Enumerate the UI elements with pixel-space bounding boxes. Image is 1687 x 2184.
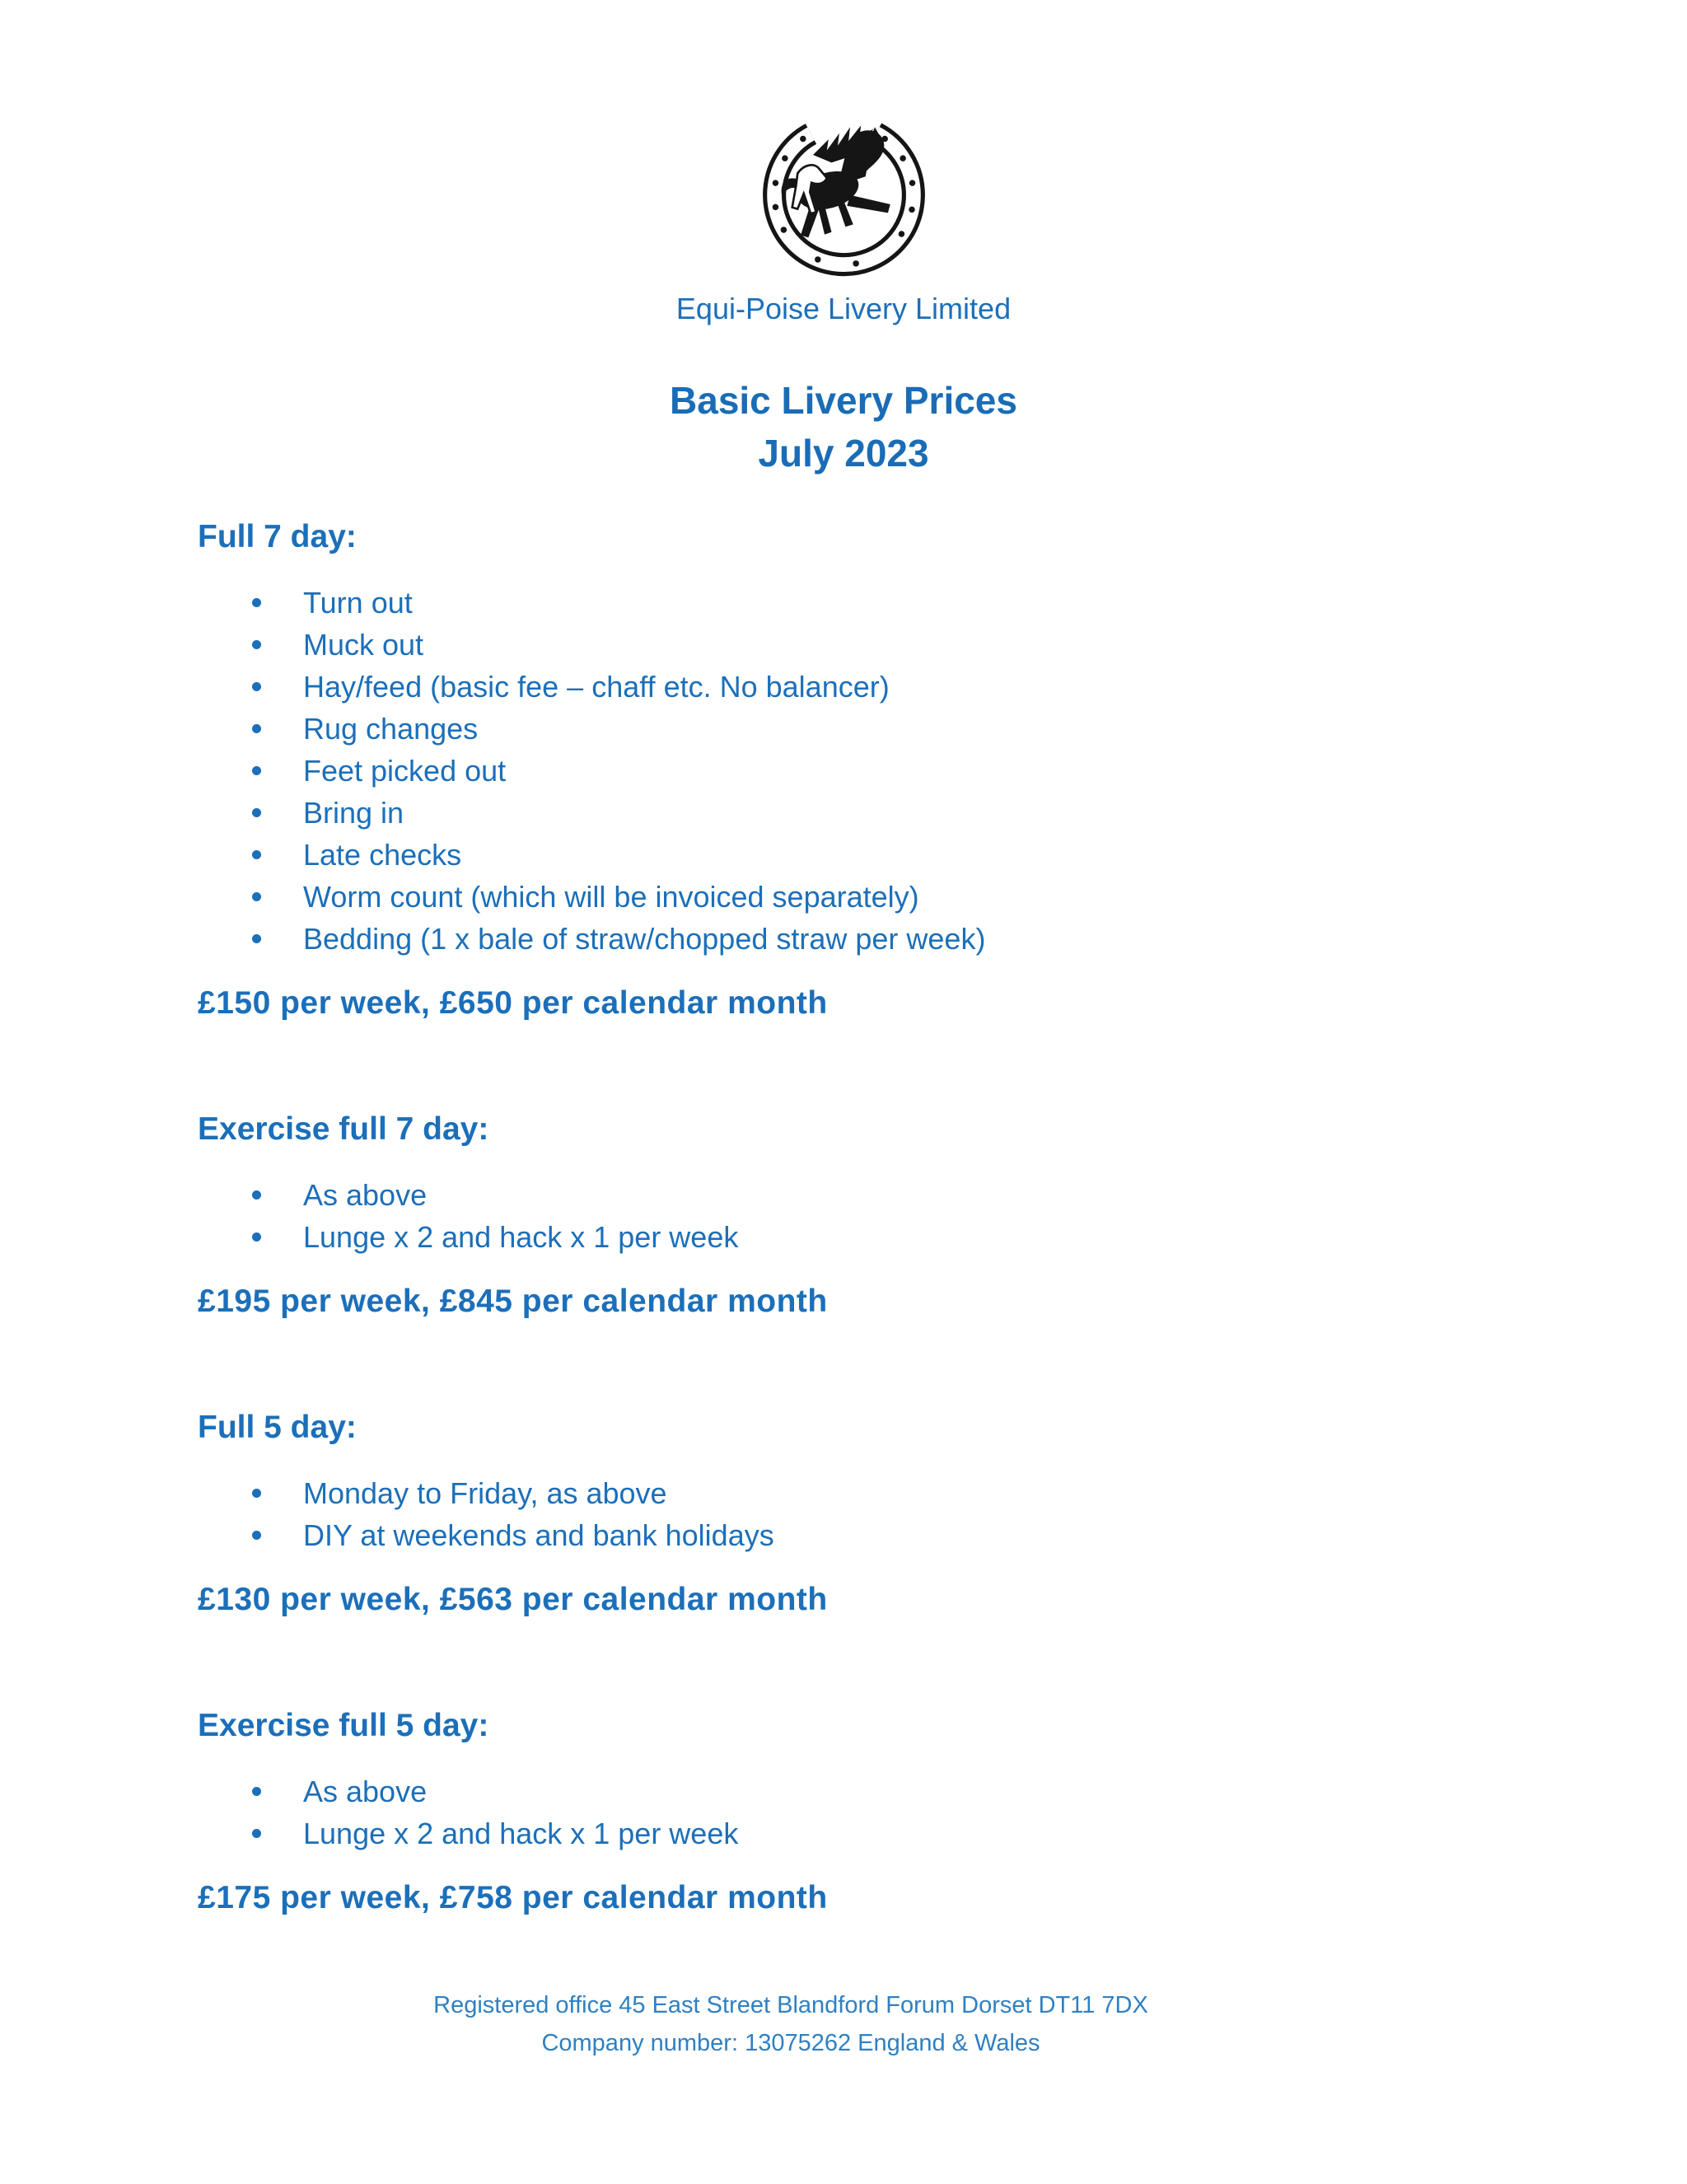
bullet-icon — [252, 1190, 261, 1200]
list-item — [252, 582, 1522, 624]
bullet-icon — [252, 766, 261, 775]
list-item-text: Bedding (1 x bale of straw/chopped straw per week) — [303, 922, 986, 956]
bullet-icon — [252, 892, 261, 901]
list-item — [252, 666, 1522, 708]
list-item-text: Worm count (which will be invoiced separately) — [303, 880, 919, 914]
bullet-icon — [252, 640, 261, 649]
list-item-text: Muck out — [303, 628, 424, 662]
bullet-list — [198, 582, 1522, 960]
list-item — [252, 792, 1522, 834]
bullet-list — [198, 1770, 1522, 1854]
list-item-text: Bring in — [303, 796, 404, 830]
list-item-text: Hay/feed (basic fee – chaff etc. No balancer) — [303, 670, 890, 704]
doc-footer — [0, 1986, 1582, 2062]
list-item-text: As above — [303, 1178, 428, 1212]
list-item — [252, 918, 1522, 960]
doc-header — [0, 105, 1687, 479]
list-item — [252, 750, 1522, 792]
section-full-5-day — [198, 1408, 1522, 1620]
bullet-icon — [252, 598, 261, 607]
list-item-text: Lunge x 2 and hack x 1 per week — [303, 1817, 739, 1850]
bullet-icon — [252, 1787, 261, 1796]
bullet-icon — [252, 682, 261, 691]
list-item — [252, 834, 1522, 876]
price-line: £150 per week, £650 per calendar month — [198, 985, 828, 1021]
section-heading: Exercise full 7 day: — [198, 1111, 489, 1147]
bullet-icon — [252, 850, 261, 859]
list-item-text: Turn out — [303, 586, 413, 620]
list-item — [252, 1216, 1522, 1258]
doc-title-line2: July 2023 — [758, 432, 929, 475]
list-item-text: Rug changes — [303, 712, 479, 746]
doc-title-line1: Basic Livery Prices — [670, 379, 1017, 422]
list-item — [252, 1770, 1522, 1812]
bullet-list — [198, 1174, 1522, 1258]
section-exercise-full-7-day — [198, 1110, 1522, 1322]
list-item-text: As above — [303, 1775, 428, 1808]
bullet-icon — [252, 808, 261, 817]
list-item-text: Late checks — [303, 838, 462, 872]
section-heading: Exercise full 5 day: — [198, 1708, 489, 1743]
doc-title — [0, 374, 1687, 479]
bullet-icon — [252, 1489, 261, 1498]
bullet-icon — [252, 1232, 261, 1242]
company-name: Equi-Poise Livery Limited — [675, 292, 1012, 325]
bullet-icon — [252, 1531, 261, 1540]
bullet-icon — [252, 934, 261, 943]
list-item — [252, 1174, 1522, 1216]
list-item-text: Monday to Friday, as above — [303, 1476, 667, 1510]
bullet-icon — [252, 724, 261, 733]
list-item — [252, 1812, 1522, 1854]
section-heading: Full 7 day: — [198, 519, 357, 554]
price-line: £175 per week, £758 per calendar month — [198, 1880, 828, 1915]
section-full-7-day — [198, 517, 1522, 1024]
list-item-text: DIY at weekends and bank holidays — [303, 1518, 774, 1552]
company-number-line: Company number: 13075262 England & Wales — [541, 2030, 1040, 2056]
list-item — [252, 708, 1522, 750]
bullet-list — [198, 1472, 1522, 1556]
list-item — [252, 624, 1522, 666]
doc-body — [0, 517, 1687, 1919]
registered-office-line: Registered office 45 East Street Blandford Forum Dorset DT11 7DX — [433, 1992, 1148, 2018]
list-item — [252, 1514, 1522, 1556]
section-heading: Full 5 day: — [198, 1410, 357, 1445]
list-item-text: Lunge x 2 and hack x 1 per week — [303, 1220, 739, 1254]
list-item-text: Feet picked out — [303, 754, 507, 788]
price-line: £130 per week, £563 per calendar month — [198, 1582, 828, 1617]
list-item — [252, 876, 1522, 918]
bullet-icon — [252, 1829, 261, 1838]
list-item — [252, 1472, 1522, 1514]
price-line: £195 per week, £845 per calendar month — [198, 1284, 828, 1319]
horse-horseshoe-logo — [751, 105, 937, 278]
section-exercise-full-5-day — [198, 1706, 1522, 1919]
